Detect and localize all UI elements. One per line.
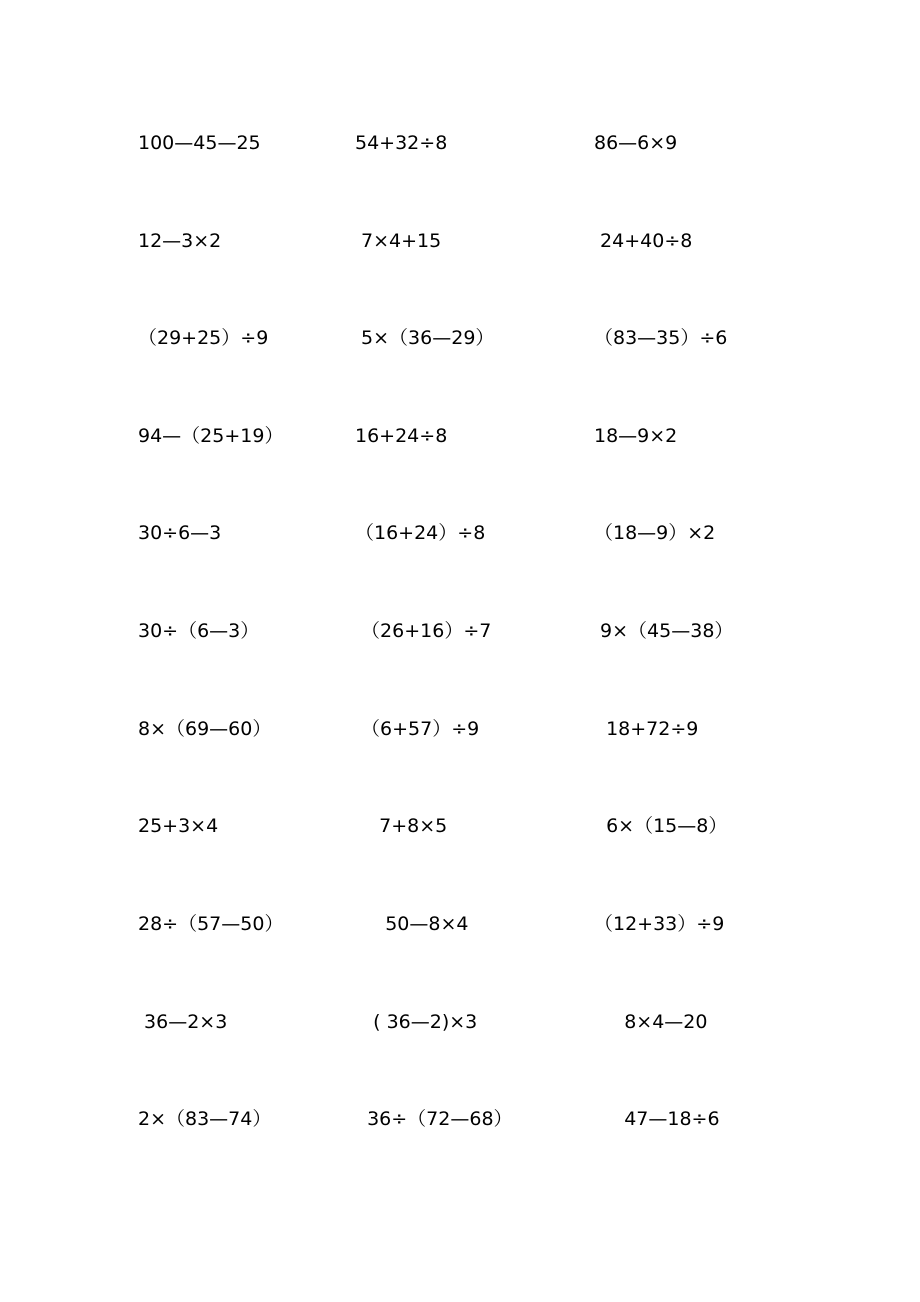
problem-r3-c1: （29+25）÷9	[138, 327, 269, 349]
problem-r1-c3: 86—6×9	[594, 132, 678, 154]
problem-r8-c2: 7+8×5	[355, 815, 448, 837]
problem-r1-c1: 100—45—25	[138, 132, 261, 154]
problem-r2-c3: 24+40÷8	[594, 230, 693, 252]
problem-r5-c2: （16+24）÷8	[355, 522, 486, 544]
problem-r9-c3: （12+33）÷9	[594, 913, 725, 935]
problem-r2-c2: 7×4+15	[355, 230, 442, 252]
problem-r6-c2: （26+16）÷7	[355, 620, 492, 642]
problem-r4-c2: 16+24÷8	[355, 425, 448, 447]
problem-r9-c2: 50—8×4	[355, 913, 469, 935]
problem-r1-c2: 54+32÷8	[355, 132, 448, 154]
problem-r11-c3: 47—18÷6	[594, 1108, 720, 1130]
problem-r10-c2: ( 36—2)×3	[355, 1011, 478, 1033]
problem-r3-c2: 5×（36—29）	[355, 327, 495, 349]
problem-r10-c3: 8×4—20	[594, 1011, 708, 1033]
problem-r7-c3: 18+72÷9	[594, 718, 699, 740]
problem-r3-c3: （83—35）÷6	[594, 327, 728, 349]
problem-r2-c1: 12—3×2	[138, 230, 222, 252]
problem-r6-c1: 30÷（6—3）	[138, 620, 260, 642]
problem-r5-c1: 30÷6—3	[138, 522, 222, 544]
problem-r11-c2: 36÷（72—68）	[355, 1108, 513, 1130]
problem-r7-c1: 8×（69—60）	[138, 718, 272, 740]
problem-r8-c3: 6×（15—8）	[594, 815, 728, 837]
problem-r11-c1: 2×（83—74）	[138, 1108, 272, 1130]
problem-r6-c3: 9×（45—38）	[594, 620, 734, 642]
problem-r4-c1: 94—（25+19）	[138, 425, 284, 447]
problem-r8-c1: 25+3×4	[138, 815, 219, 837]
problem-r4-c3: 18—9×2	[594, 425, 678, 447]
problem-r5-c3: （18—9）×2	[594, 522, 716, 544]
problem-r7-c2: （6+57）÷9	[355, 718, 480, 740]
problem-r10-c1: 36—2×3	[138, 1011, 228, 1033]
problem-r9-c1: 28÷（57—50）	[138, 913, 284, 935]
